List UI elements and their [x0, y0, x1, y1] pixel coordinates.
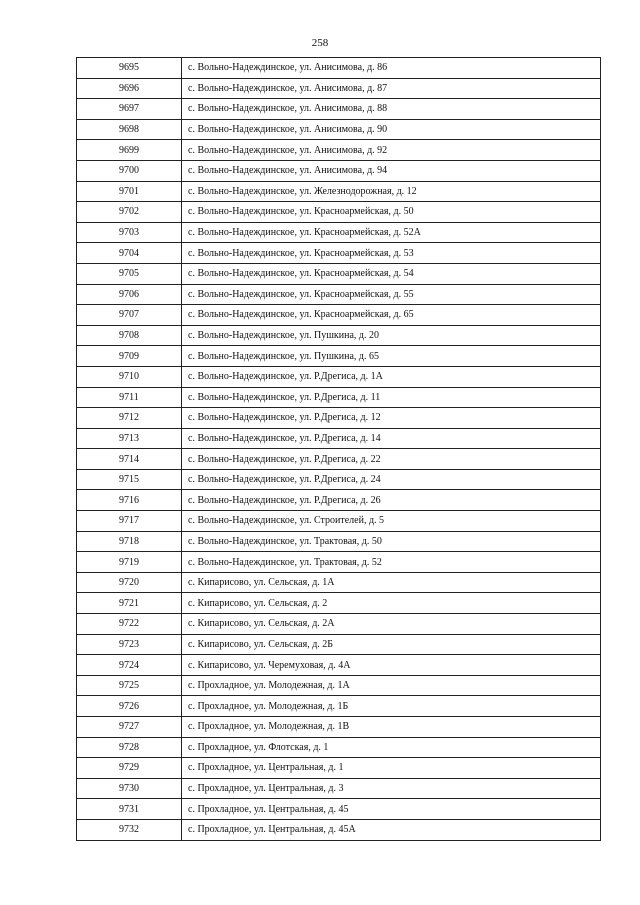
table-row: [77, 305, 601, 326]
row-number-cell: 9730: [77, 778, 182, 799]
table-row: [77, 346, 601, 367]
row-number-cell: 9720: [77, 572, 182, 593]
table-row: [77, 778, 601, 799]
address-cell: с. Прохладное, ул. Центральная, д. 1: [182, 758, 601, 779]
row-number-cell: 9708: [77, 325, 182, 346]
row-number-cell: 9699: [77, 140, 182, 161]
table-row: [77, 263, 601, 284]
row-number-cell: 9731: [77, 799, 182, 820]
row-number-cell: 9724: [77, 655, 182, 676]
address-cell: с. Прохладное, ул. Молодежная, д. 1В: [182, 717, 601, 738]
address-cell: с. Вольно-Надеждинское, ул. Анисимова, д. 87: [182, 78, 601, 99]
row-number-cell: 9701: [77, 181, 182, 202]
table-row: [77, 119, 601, 140]
row-number-cell: 9700: [77, 160, 182, 181]
table-row: [77, 593, 601, 614]
row-number-cell: 9718: [77, 531, 182, 552]
table-row: [77, 140, 601, 161]
table-row: [77, 758, 601, 779]
page-number: 258: [311, 37, 329, 49]
table-row: [77, 58, 601, 79]
row-number-cell: 9722: [77, 614, 182, 635]
table-row: [77, 284, 601, 305]
address-cell: с. Вольно-Надеждинское, ул. Анисимова, д. 94: [182, 160, 601, 181]
row-number-cell: 9703: [77, 222, 182, 243]
table-row: [77, 572, 601, 593]
row-number-cell: 9710: [77, 366, 182, 387]
row-number-cell: 9723: [77, 634, 182, 655]
table-row: [77, 449, 601, 470]
address-cell: с. Вольно-Надеждинское, ул. Р.Дрегиса, д. 14: [182, 428, 601, 449]
row-number-cell: 9729: [77, 758, 182, 779]
address-cell: с. Вольно-Надеждинское, ул. Красноармейская, д. 55: [182, 284, 601, 305]
address-cell: с. Прохладное, ул. Флотская, д. 1: [182, 737, 601, 758]
row-number-cell: 9711: [77, 387, 182, 408]
address-cell: с. Вольно-Надеждинское, ул. Р.Дрегиса, д. 11: [182, 387, 601, 408]
row-number-cell: 9709: [77, 346, 182, 367]
address-cell: с. Вольно-Надеждинское, ул. Красноармейская, д. 52А: [182, 222, 601, 243]
row-number-cell: 9706: [77, 284, 182, 305]
address-cell: с. Вольно-Надеждинское, ул. Красноармейская, д. 65: [182, 305, 601, 326]
address-cell: с. Вольно-Надеждинское, ул. Р.Дрегиса, д. 22: [182, 449, 601, 470]
table-row: [77, 99, 601, 120]
table-row: [77, 552, 601, 573]
address-cell: с. Прохладное, ул. Центральная, д. 45: [182, 799, 601, 820]
table-row: [77, 696, 601, 717]
table-row: [77, 655, 601, 676]
table-row: [77, 531, 601, 552]
address-cell: с. Вольно-Надеждинское, ул. Анисимова, д. 92: [182, 140, 601, 161]
table-row: [77, 243, 601, 264]
address-cell: с. Вольно-Надеждинское, ул. Красноармейская, д. 50: [182, 202, 601, 223]
address-cell: с. Вольно-Надеждинское, ул. Красноармейская, д. 54: [182, 263, 601, 284]
row-number-cell: 9714: [77, 449, 182, 470]
row-number-cell: 9707: [77, 305, 182, 326]
address-cell: с. Вольно-Надеждинское, ул. Р.Дрегиса, д. 26: [182, 490, 601, 511]
address-cell: с. Вольно-Надеждинское, ул. Анисимова, д. 88: [182, 99, 601, 120]
table-row: [77, 408, 601, 429]
row-number-cell: 9719: [77, 552, 182, 573]
table-row: [77, 614, 601, 635]
table-row: [77, 634, 601, 655]
address-cell: с. Прохладное, ул. Центральная, д. 45А: [182, 819, 601, 840]
address-cell: с. Вольно-Надеждинское, ул. Трактовая, д. 50: [182, 531, 601, 552]
table-row: [77, 222, 601, 243]
address-cell: с. Кипарисово, ул. Сельская, д. 2А: [182, 614, 601, 635]
address-cell: с. Прохладное, ул. Центральная, д. 3: [182, 778, 601, 799]
row-number-cell: 9698: [77, 119, 182, 140]
row-number-cell: 9716: [77, 490, 182, 511]
row-number-cell: 9705: [77, 263, 182, 284]
table-row: [77, 469, 601, 490]
address-cell: с. Вольно-Надеждинское, ул. Пушкина, д. 65: [182, 346, 601, 367]
row-number-cell: 9695: [77, 58, 182, 79]
row-number-cell: 9704: [77, 243, 182, 264]
table-row: [77, 490, 601, 511]
table-row: [77, 511, 601, 532]
table-row: [77, 78, 601, 99]
row-number-cell: 9697: [77, 99, 182, 120]
address-cell: с. Прохладное, ул. Молодежная, д. 1Б: [182, 696, 601, 717]
address-cell: с. Вольно-Надеждинское, ул. Анисимова, д. 86: [182, 58, 601, 79]
table-row: [77, 675, 601, 696]
address-cell: с. Вольно-Надеждинское, ул. Строителей, д. 5: [182, 511, 601, 532]
address-cell: с. Прохладное, ул. Молодежная, д. 1А: [182, 675, 601, 696]
address-cell: с. Вольно-Надеждинское, ул. Железнодорожная, д. 12: [182, 181, 601, 202]
row-number-cell: 9713: [77, 428, 182, 449]
row-number-cell: 9712: [77, 408, 182, 429]
table-row: [77, 717, 601, 738]
row-number-cell: 9717: [77, 511, 182, 532]
table-row: [77, 428, 601, 449]
row-number-cell: 9727: [77, 717, 182, 738]
address-cell: с. Вольно-Надеждинское, ул. Трактовая, д. 52: [182, 552, 601, 573]
address-cell: с. Кипарисово, ул. Сельская, д. 2: [182, 593, 601, 614]
address-cell: с. Вольно-Надеждинское, ул. Красноармейская, д. 53: [182, 243, 601, 264]
row-number-cell: 9702: [77, 202, 182, 223]
address-cell: с. Вольно-Надеждинское, ул. Пушкина, д. 20: [182, 325, 601, 346]
row-number-cell: 9728: [77, 737, 182, 758]
table-row: [77, 181, 601, 202]
table-row: [77, 737, 601, 758]
row-number-cell: 9732: [77, 819, 182, 840]
table-row: [77, 819, 601, 840]
address-cell: с. Кипарисово, ул. Сельская, д. 2Б: [182, 634, 601, 655]
address-table-body: [77, 58, 601, 841]
table-row: [77, 202, 601, 223]
table-row: [77, 366, 601, 387]
address-cell: с. Кипарисово, ул. Сельская, д. 1А: [182, 572, 601, 593]
address-cell: с. Вольно-Надеждинское, ул. Анисимова, д. 90: [182, 119, 601, 140]
table-row: [77, 387, 601, 408]
row-number-cell: 9715: [77, 469, 182, 490]
address-cell: с. Вольно-Надеждинское, ул. Р.Дрегиса, д. 24: [182, 469, 601, 490]
row-number-cell: 9725: [77, 675, 182, 696]
table-row: [77, 160, 601, 181]
address-table: [76, 57, 601, 841]
table-row: [77, 799, 601, 820]
row-number-cell: 9726: [77, 696, 182, 717]
table-row: [77, 325, 601, 346]
row-number-cell: 9696: [77, 78, 182, 99]
address-cell: с. Кипарисово, ул. Черемуховая, д. 4А: [182, 655, 601, 676]
address-cell: с. Вольно-Надеждинское, ул. Р.Дрегиса, д. 12: [182, 408, 601, 429]
row-number-cell: 9721: [77, 593, 182, 614]
address-cell: с. Вольно-Надеждинское, ул. Р.Дрегиса, д. 1А: [182, 366, 601, 387]
